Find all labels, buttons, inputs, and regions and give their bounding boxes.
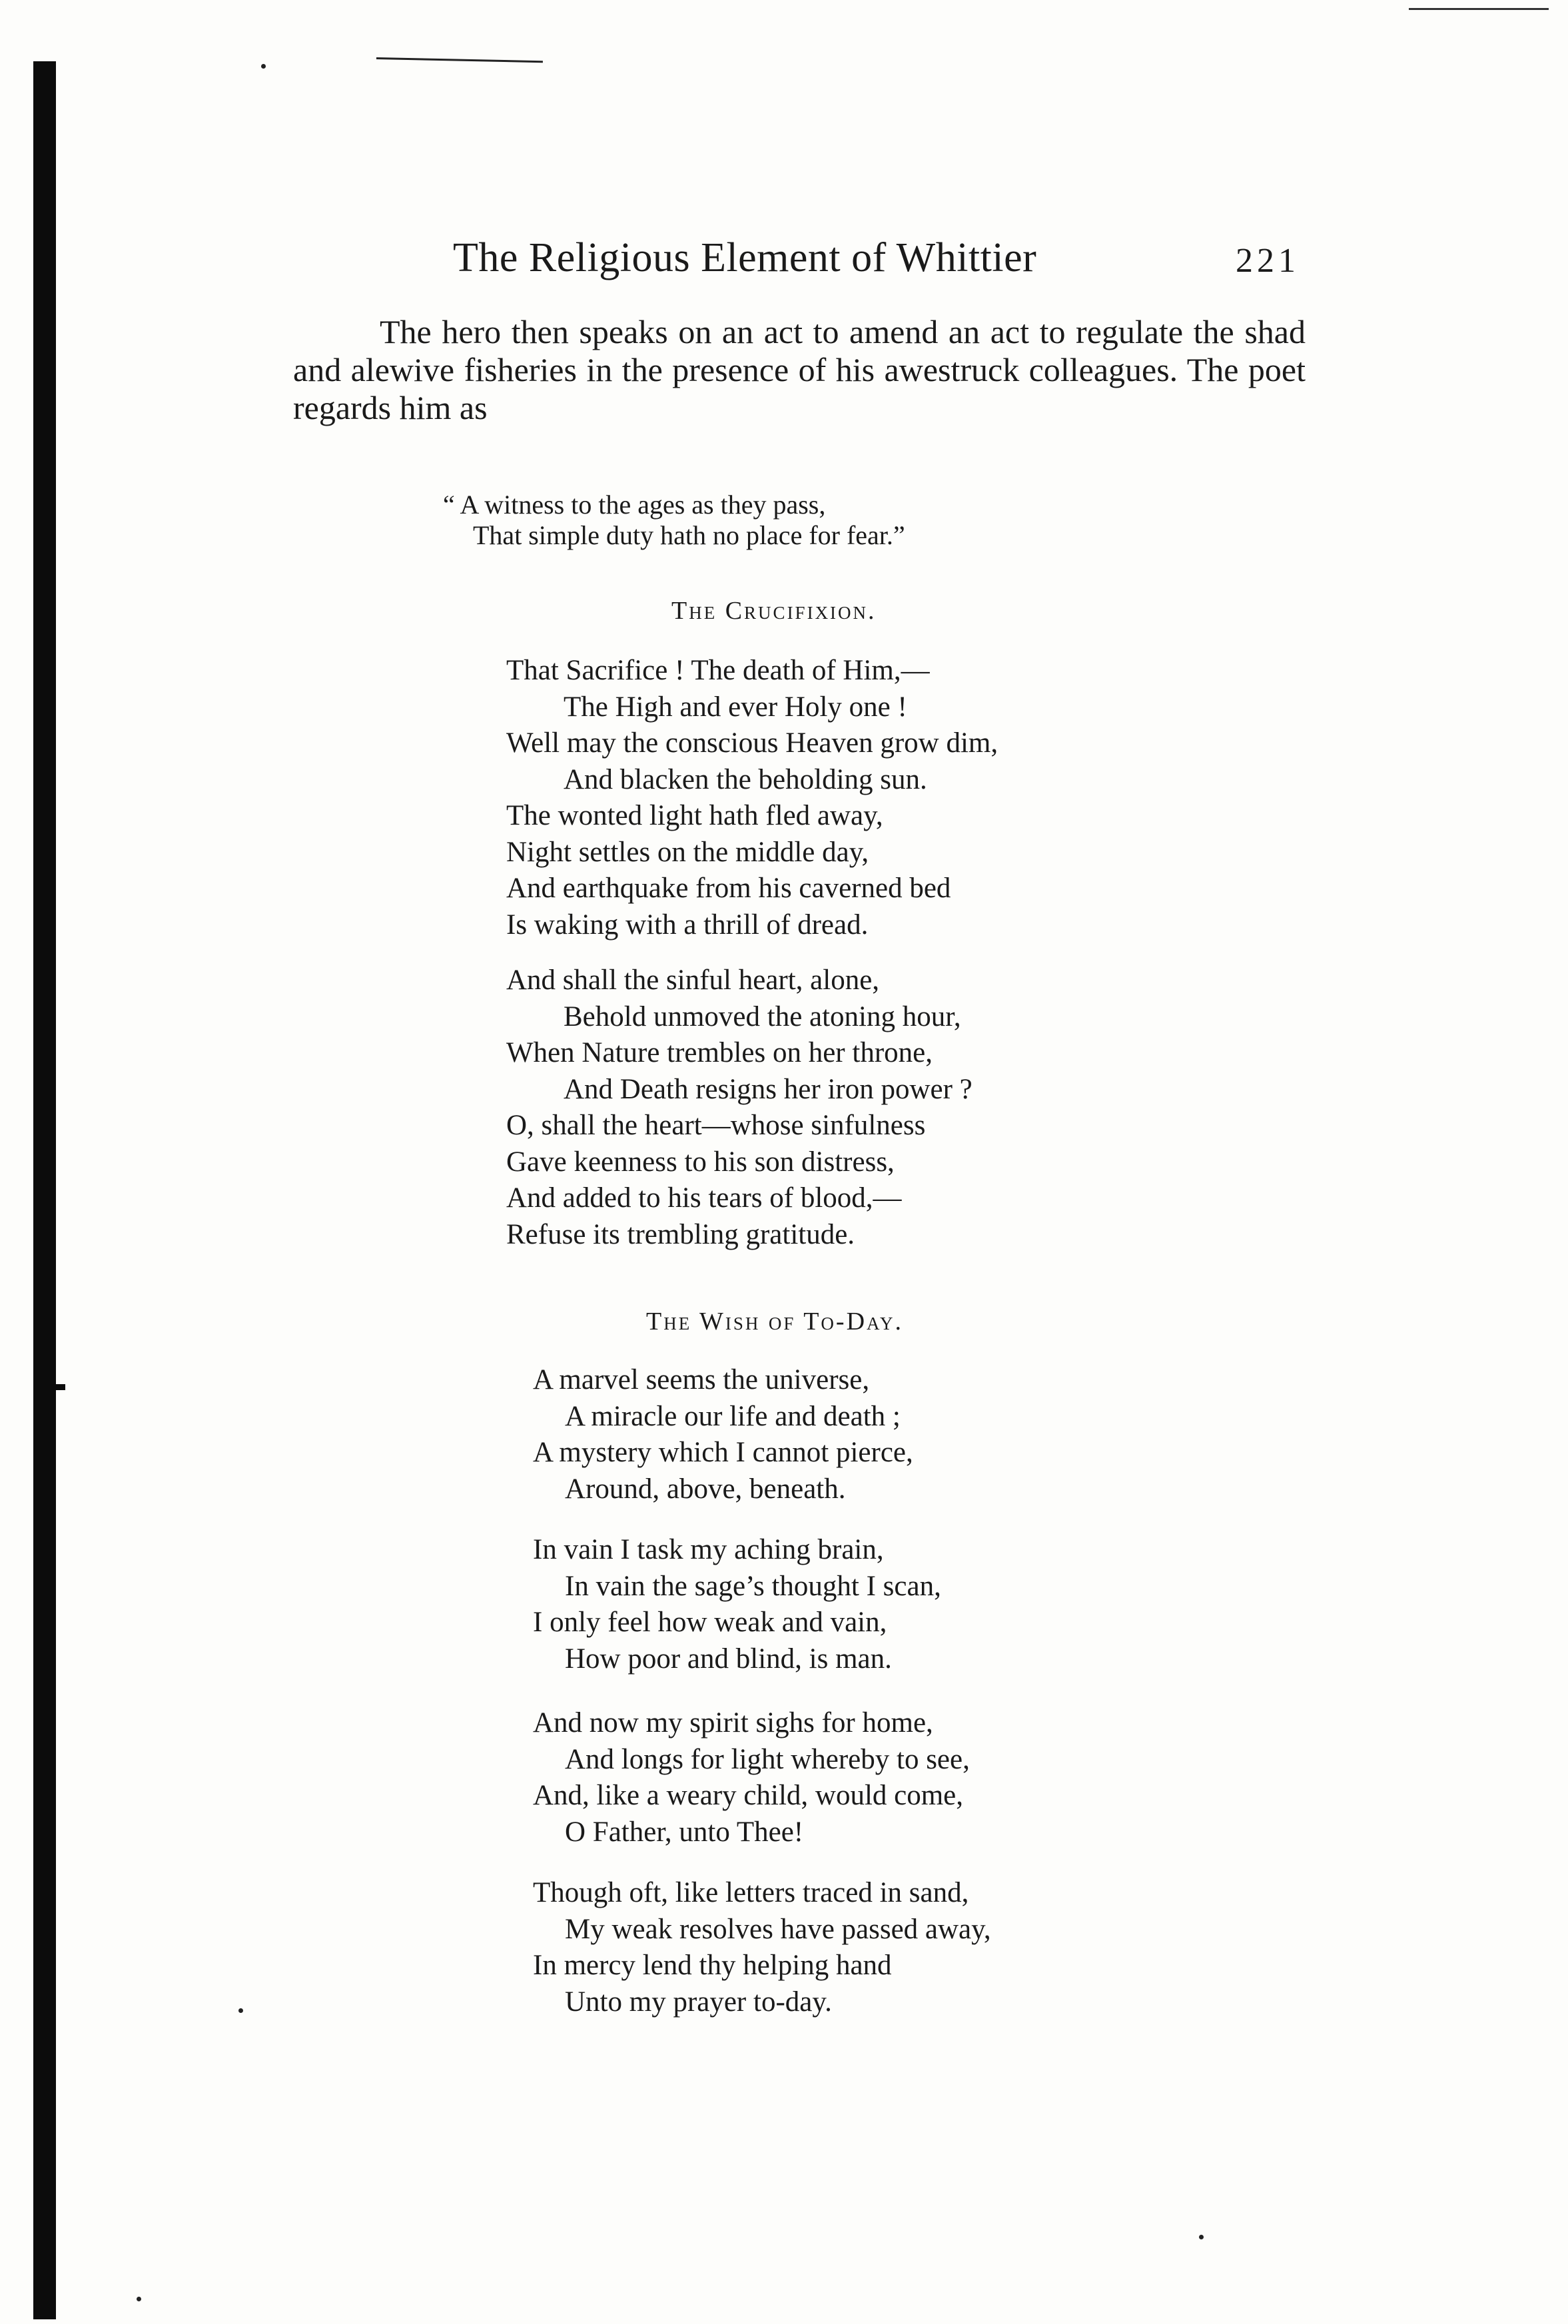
verse-line: Behold unmoved the atoning hour, xyxy=(564,1000,961,1032)
poem2-stanza4 xyxy=(533,1875,991,2020)
poem2-stanza3 xyxy=(533,1705,970,1850)
poem2-stanza1 xyxy=(533,1362,913,1507)
poem2-stanza2 xyxy=(533,1532,941,1677)
scan-speck xyxy=(238,2008,243,2013)
verse-line: When Nature trembles on her throne, xyxy=(506,1037,933,1068)
verse-line: Gave keenness to his son distress, xyxy=(506,1146,895,1178)
scan-rule-top-right xyxy=(1409,8,1549,10)
verse-line: A miracle our life and death ; xyxy=(565,1400,901,1432)
verse-line: That Sacrifice ! The death of Him,— xyxy=(506,655,930,686)
poem-title-wish: The Wish of To-Day. xyxy=(646,1308,904,1336)
verse-line: Though oft, like letters traced in sand, xyxy=(533,1877,969,1908)
verse-line: Well may the conscious Heaven grow dim, xyxy=(506,727,998,759)
poem1-stanza2 xyxy=(506,963,973,1253)
poem-title-crucifixion: The Crucifixion. xyxy=(671,597,877,625)
verse-line: And added to his tears of blood,— xyxy=(506,1182,902,1214)
scan-speck xyxy=(137,2297,141,2301)
verse-line: My weak resolves have passed away, xyxy=(565,1913,991,1945)
quote-line: That simple duty hath no place for fear.” xyxy=(473,520,905,550)
verse-line: In vain I task my aching brain, xyxy=(533,1534,884,1565)
verse-line: The High and ever Holy one ! xyxy=(564,691,907,723)
prose-paragraph: The hero then speaks on an act to amend an act to regulate the shad and alewive fisheries in the presence of his awestruck colleagues. The poet regards him as xyxy=(293,313,1306,426)
verse-line: Refuse its trembling gratitude. xyxy=(506,1218,855,1250)
verse-line: O, shall the heart—whose sinfulness xyxy=(506,1110,926,1141)
verse-line: And, like a weary child, would come, xyxy=(533,1780,964,1811)
scan-speck xyxy=(261,64,266,69)
verse-line: And Death resigns her iron power ? xyxy=(564,1073,973,1105)
running-title: The Religious Element of Whittier xyxy=(453,235,1037,280)
verse-line: Unto my prayer to-day. xyxy=(565,1986,832,2018)
poem1-stanza1 xyxy=(506,653,998,943)
binding-notch xyxy=(56,1384,65,1390)
verse-line: And now my spirit sighs for home, xyxy=(533,1707,933,1739)
verse-line: A marvel seems the universe, xyxy=(533,1364,870,1395)
verse-line: A mystery which I cannot pierce, xyxy=(533,1437,913,1468)
prose-block xyxy=(293,313,1306,427)
verse-line: And earthquake from his caverned bed xyxy=(506,873,951,904)
verse-line: Is waking with a thrill of dread. xyxy=(506,909,869,941)
scan-speck xyxy=(1199,2235,1204,2239)
verse-line: In mercy lend thy helping hand xyxy=(533,1950,892,1981)
verse-line: And shall the sinful heart, alone, xyxy=(506,965,880,996)
verse-line: Around, above, beneath. xyxy=(565,1473,846,1505)
verse-line: And longs for light whereby to see, xyxy=(565,1743,970,1775)
verse-line: O Father, unto Thee! xyxy=(565,1816,804,1848)
scan-rule-top-left xyxy=(376,57,543,63)
verse-line: In vain the sage’s thought I scan, xyxy=(565,1570,941,1602)
verse-line: Night settles on the middle day, xyxy=(506,836,869,868)
binding-shadow xyxy=(33,61,56,2319)
quotation xyxy=(443,490,905,551)
verse-line: The wonted light hath fled away, xyxy=(506,800,883,831)
verse-line: I only feel how weak and vain, xyxy=(533,1607,887,1638)
page-number: 221 xyxy=(1236,242,1300,280)
verse-line: And blacken the beholding sun. xyxy=(564,763,927,795)
verse-line: How poor and blind, is man. xyxy=(565,1643,892,1675)
quote-line: “ A witness to the ages as they pass, xyxy=(443,490,826,520)
